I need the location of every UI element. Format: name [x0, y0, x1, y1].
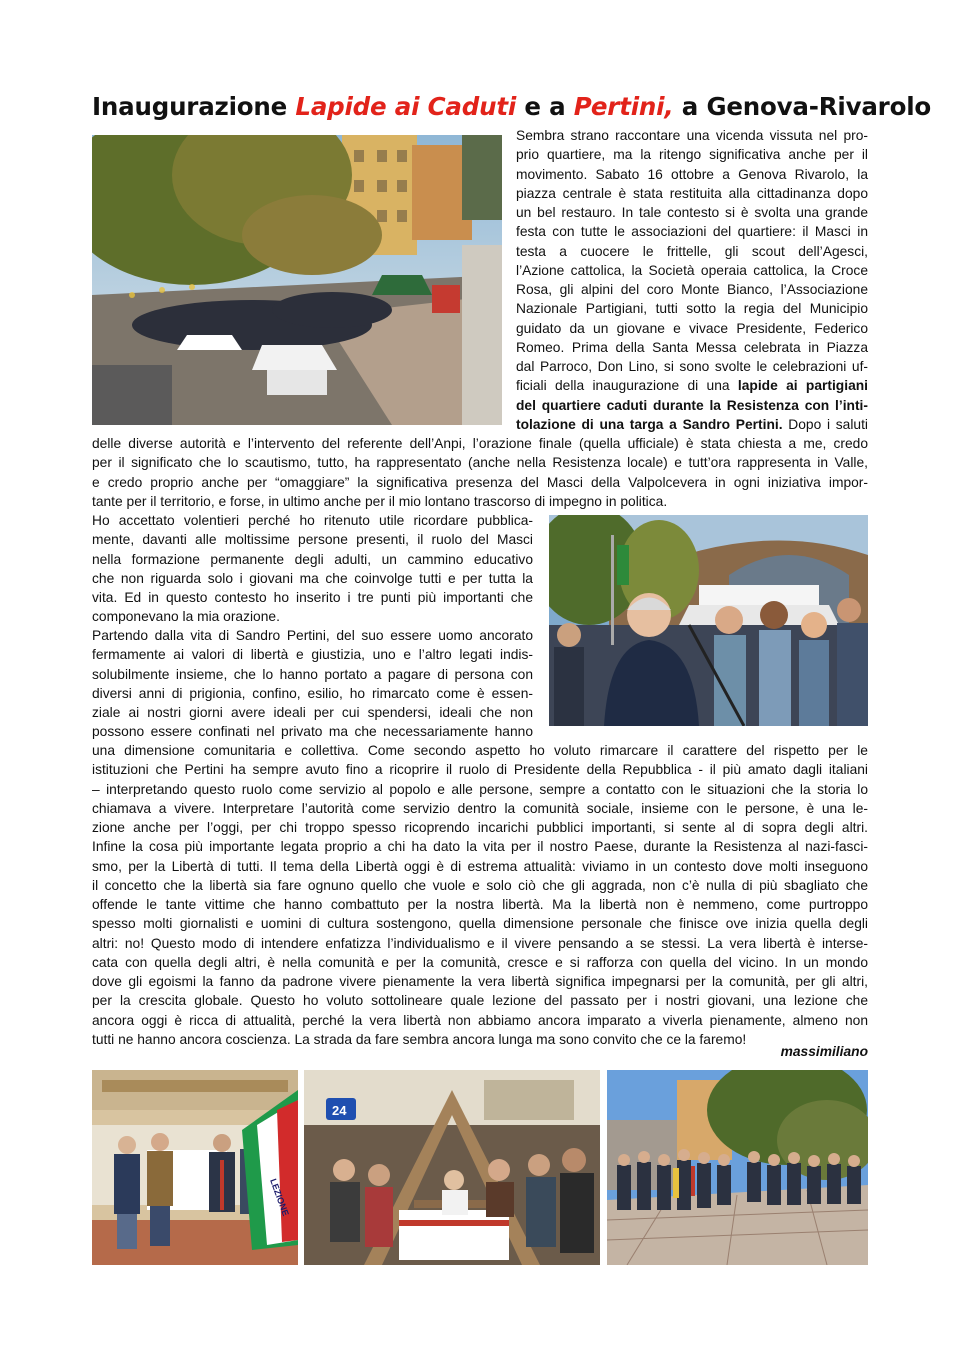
bold-lapide: lapide ai partigiani [737, 378, 869, 394]
text-line: l’Azione cattolica, la Società operaia cattolica, la Croce [516, 262, 868, 278]
text-line: nella formazione permanente degli adulti, un cammino educativo [92, 551, 533, 567]
title-part-3: a Genova-Rivarolo [673, 92, 932, 121]
text-line: componevano la mia orazione. [92, 609, 280, 625]
title-accent-pertini: Pertini, [573, 92, 674, 121]
text-line: Romeo. Prima della Santa Messa celebrata in Piazza [516, 339, 868, 355]
text-line: tutti ne hanno ancora coscienza. La strada da fare sembra ancora lunga ma sono convito che ce la faremo! [92, 1031, 747, 1047]
text-line: cata con quella degli altri, è nella comunità e per la comunità, cresce e si rafforza con quella del vicino. In un mondo [92, 954, 868, 970]
title-part-1: Inaugurazione [92, 92, 296, 121]
text-line: tante per il territorio, e forse, in ultimo anche per il mio lontano trascorso di impegno in politica. [92, 493, 668, 509]
photo-speaker-orazione [549, 515, 868, 726]
text-line: e credo proprio anche per “omaggiare” la significativa presenza del Masci della Valpolcevera in ogni iniziativa impor- [92, 474, 868, 490]
text-run: Dopo i saluti [782, 416, 868, 432]
text-line: zione anche per l’oggi, per chi troppo spesso ricoprendo incarichi pubblici importanti, si sente al di sopra degli altri. [92, 820, 868, 835]
text-line: che non riguarda solo i giovani ma che coinvolge tutti e per tutta la [92, 570, 533, 586]
photo-piazza-festa [92, 135, 502, 425]
text-line: movimento. Sabato 16 ottobre a Genova Rivarolo, la [516, 166, 868, 182]
text-line: possono essere confinati nel privato ma che necessariamente hanno [92, 724, 533, 740]
text-line: spesso molti giornalisti e uomini di cultura sostengono, quella dimensione personale che finisce ove inizia quella degli [92, 916, 868, 932]
text-line: guidato da un giovane e vivace Presidente, Federico [516, 320, 868, 336]
text-line: per la crescita globale. Questo ho voluto sottolineare quale lezione del passato per i nostri giovani, una lezione che [92, 993, 868, 1009]
text-line: solubilmente insieme, che lo hanno portato a pagare di persona con [92, 666, 533, 682]
text-line [516, 376, 868, 395]
paragraph-1-full [92, 434, 868, 511]
paragraph-3-full [92, 741, 868, 1049]
text-line: delle diverse autorità e l’intervento del referente dell’Anpi, l’orazione finale (quella ufficiale) è stata chiesta a me, credo [92, 436, 868, 451]
text-line: un bel restauro. In tale contesto si è svolta una grande [516, 205, 868, 220]
text-line: offende le tante vittime che hanno combattuto per la nostra libertà. Ma la libertà non è nemmeno, come purtroppo [92, 897, 868, 912]
bold-intitolazione: tolazione di una targa a Sandro Pertini. [516, 416, 783, 432]
paragraph-1-narrow [516, 126, 868, 434]
text-line: vita. Ed in questo contesto ho inserito i tre punti più importanti che [92, 590, 533, 605]
photo-group-flag [92, 1070, 298, 1265]
text-line: istituzioni che Pertini ha sempre avuto fino a ricoprire il ruolo di Presidente della Repubblica - il più amato dagli italiani [92, 762, 868, 778]
text-line: Sembra strano raccontare una vicenda vissuta nel pro- [516, 128, 868, 143]
text-line: Nazionale Partigiani, tutti sotto la regia del Municipio [516, 301, 868, 317]
banner-text: LEZIONE [268, 1177, 291, 1218]
text-line [516, 396, 868, 415]
text-line: ancora oggi è ricca di attualità, perché la vera libertà non abbiamo ancora imparato a viverla pienamente, almeno non [92, 1012, 868, 1028]
text-line [516, 415, 868, 434]
text-line: mente, davanti alle moltissime persone presenti, il ruolo del Masci [92, 532, 533, 548]
text-line: Partendo dalla vita di Sandro Pertini, del suo essere uomo ancorato [92, 628, 533, 643]
text-line: dove gli egoismi la fanno da padrone vivere pienamente la vera libertà significa impegnarsi per la comunità, per gli altri, [92, 974, 868, 989]
title-part-2: e a [516, 92, 574, 121]
text-line: piazza centrale è stata restituita alla cittadinanza dopo [516, 185, 868, 201]
photo-santa-messa [304, 1070, 600, 1265]
text-line: il concetto che la libertà sia fare ognuno quello che vuole e solo ciò che gli aggrada, non c’è nulla di più sbagliato che [92, 877, 868, 893]
pharmacy-sign-text: 24 [332, 1103, 347, 1118]
paragraph-3-narrow [92, 626, 533, 742]
author-signature: massimiliano [780, 1044, 868, 1059]
text-line: testa a cuocere le frittelle, gli scout dell’Agesci, [516, 243, 868, 259]
text-line: Rosa, gli alpini del coro Monte Bianco, l’Associazione [516, 282, 868, 297]
text-line: chiamava a vivere. Interpretare l’autorità come servizio dentro la comunità sociale, insieme con le persone, è una le- [92, 800, 868, 816]
bold-quartiere: del quartiere caduti durante la Resistenza con l’inti- [516, 397, 868, 413]
text-line: – interpretando questo ruolo come servizio al popolo e alle persone, sempre a contatto con le situazioni che la storia lo [92, 781, 868, 797]
text-line: altri: no! Questo modo di intendere enfatizza l’individualismo e il vivere pensando a se stessi. La vera libertà è interse- [92, 935, 868, 951]
text-line: per il significato che lo scautismo, tutto, ha rappresentato (anche nella Resistenza locale) e tutt’ora rappresenta in Valle, [92, 455, 868, 471]
photo-piazza-cerimonia [607, 1070, 868, 1265]
text-line: festa con tutte le associazioni del quartiere: il Masci in [516, 224, 868, 240]
text-line: ziale ai nostri giorni avere ideali per cui spendersi, ideali che non [92, 705, 533, 720]
text-run: ficiali della inaugurazione di una [516, 378, 738, 394]
text-line: fermamente ai valori di libertà e giustizia, uno e l’altro legati indis- [92, 647, 533, 663]
article-title [92, 92, 932, 121]
text-line: prio quartiere, ma la ritengo significativa anche per il [516, 147, 868, 163]
text-line: smo, per la Libertà di tutti. Il tema della Libertà oggi è di estrema attualità: viviamo in un contesto dove molti inseguono [92, 858, 868, 874]
text-line: Ho accettato volentieri perché ho ritenuto utile ricordare pubblica- [92, 513, 533, 528]
text-line: una dimensione comunitaria e collettiva. Come secondo aspetto ho voluto rimarcare il carattere del rispetto per le [92, 743, 868, 758]
paragraph-2 [92, 511, 533, 627]
text-line: Infine la cosa più importante legata proprio a chi ha dato la vita per il nostro Paese, durante la Resistenza al nazi-fasci- [92, 839, 868, 855]
title-accent-lapide: Lapide ai Caduti [295, 92, 517, 121]
text-line: dal Parroco, Don Lino, si sono svolte le celebrazioni uf- [516, 359, 868, 374]
text-line: diversi anni di prigionia, confino, esilio, ho rimarcato come è essen- [92, 685, 533, 701]
